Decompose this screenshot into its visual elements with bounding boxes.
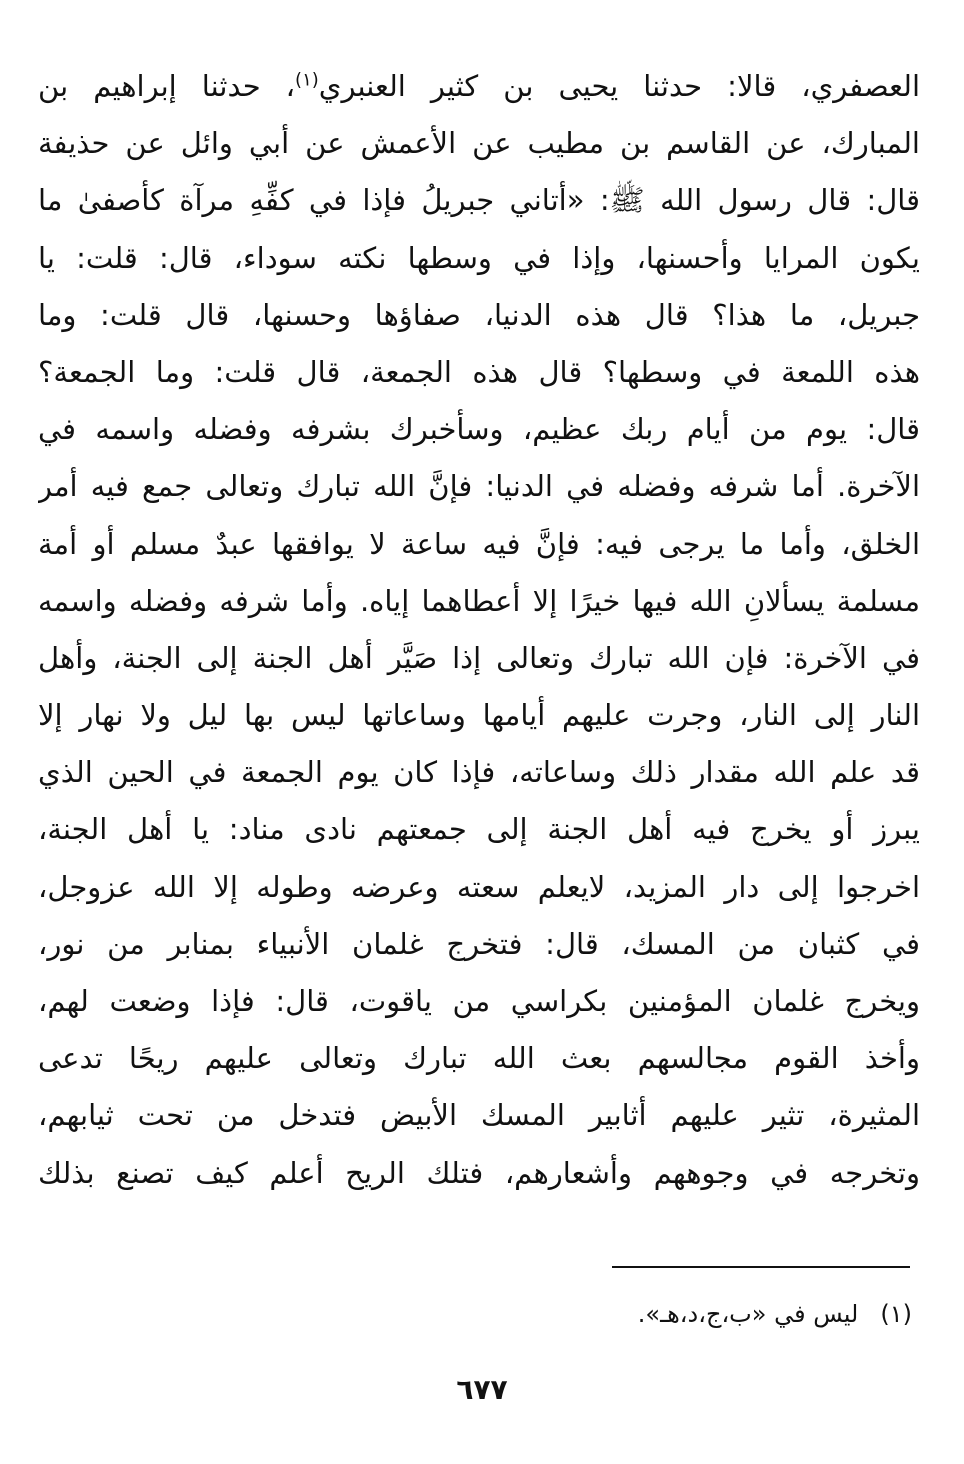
text-line-4: يكون المرايا وأحسنها، وإذا في وسطها نكته سوداء، قال: قلت: يا xyxy=(38,240,920,275)
text-line-13: قد علم الله مقدار ذلك وساعاته، فإذا كان يوم الجمعة في الحين الذي xyxy=(38,755,920,790)
footnote xyxy=(638,1294,912,1334)
text-line-14: يبرز أو يخرج فيه أهل الجنة إلى جمعتهم نادى مناد: يا أهل الجنة، xyxy=(38,812,920,847)
text-line-20: وتخرجه في وجوههم وأشعارهم، فتلك الريح أعلم كيف تصنع بذلك xyxy=(38,1155,920,1190)
main-text xyxy=(38,58,920,1202)
text-line-16: في كثبان من المسك، قال: فتخرج غلمان الأنبياء بمنابر من نور، xyxy=(38,926,920,961)
footnote-reference: (١) xyxy=(295,69,319,91)
text-line-5: جبريل، ما هذا؟ قال هذه الدنيا، صفاؤها وحسنها، قال قلت: وما xyxy=(38,297,920,332)
text-line-19: المثيرة، تثير عليهم أثابير المسك الأبيض فتدخل من تحت ثيابهم، xyxy=(38,1098,920,1133)
page-number: ٦٧٧ xyxy=(456,1373,508,1406)
text-line-17: ويخرج غلمان المؤمنين بكراسي من ياقوت، قال: فإذا وضعت لهم، xyxy=(38,984,920,1018)
text-line-10: مسلمة يسألانِ الله فيها خيرًا إلا أعطاهما إياه. وأما شرفه وفضله واسمه xyxy=(38,583,920,618)
text-line-2: المبارك، عن القاسم بن مطيب عن الأعمش عن أبي وائل عن حذيفة xyxy=(38,126,920,161)
footnote-number: (١) xyxy=(880,1300,912,1328)
text-line-7: قال: يوم من أيام ربك عظيم، وسأخبرك بشرفه وفضله واسمه في xyxy=(38,412,920,447)
text-line-1-end: ، حدثنا إبراهيم بن xyxy=(38,69,296,103)
text-line-18: وأخذ القوم مجالسهم بعث الله تبارك وتعالى عليهم ريحًا تدعى xyxy=(38,1041,920,1076)
text-line-1 xyxy=(38,58,920,115)
text-line-1-start: العصفري، قالا: حدثنا يحيى بن كثير العنبري xyxy=(318,69,920,103)
text-line-9: الخلق، وأما ما يرجى فيه: فإنَّ فيه ساعة لا يوافقها عبدٌ مسلم أو أمة xyxy=(38,526,920,561)
footnote-text: ليس في «ب،ج،د،هـ». xyxy=(637,1300,859,1328)
text-line-3: قال: قال رسول الله ﷺ: «أتاني جبريلُ فإذا في كفِّهِ مرآة كأصفىٰ ما xyxy=(38,183,920,218)
text-line-6: هذه اللمعة في وسطها؟ قال هذه الجمعة، قال قلت: وما الجمعة؟ xyxy=(38,354,920,389)
text-line-12: النار إلى النار، وجرت عليهم أيامها وساعاتها ليس بها ليل ولا نهار إلا xyxy=(38,698,920,733)
text-line-11: في الآخرة: فإن الله تبارك وتعالى إذا صَيَّر أهل الجنة إلى الجنة، وأهل xyxy=(38,640,920,675)
text-line-8: الآخرة. أما شرفه وفضله في الدنيا: فإنَّ الله تبارك وتعالى جمع فيه أمر xyxy=(38,469,920,504)
text-line-15: اخرجوا إلى دار المزيد، لايعلم سعته وعرضه وطوله إلا الله عزوجل، xyxy=(38,869,920,904)
footnote-separator xyxy=(612,1266,910,1268)
